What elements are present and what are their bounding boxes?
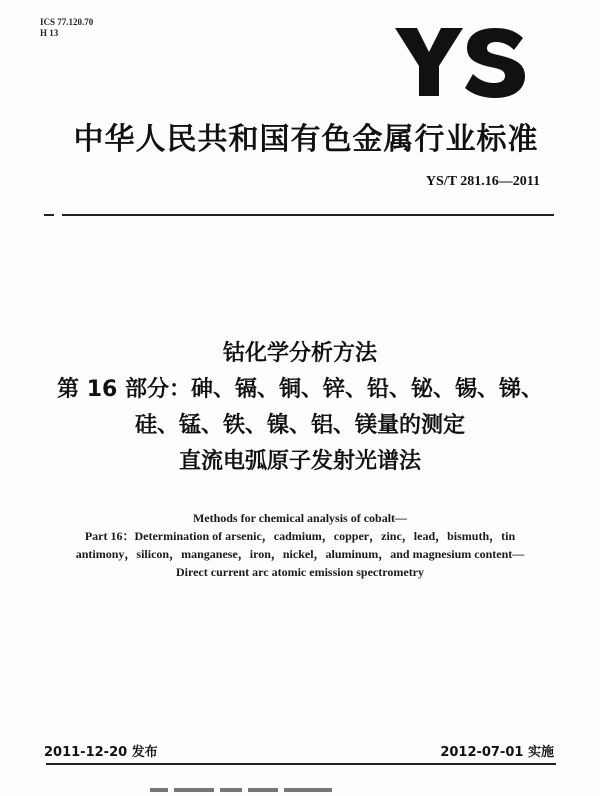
chinese-title-block (0, 336, 600, 480)
standard-category-title: 中华人民共和国有色金属行业标准 (73, 122, 539, 157)
chinese-title-line-2: 第 16 部分：砷、镉、铜、锌、铅、铋、锡、锑、 (57, 377, 543, 402)
ics-code: ICS 77.120.70 (40, 17, 94, 27)
ys-logo-letter-y (395, 28, 463, 96)
ys-logo (395, 28, 525, 98)
english-title-line-3: antimony，silicon，manganese，iron，nickel，aluminum，and magnesium content— (75, 547, 525, 561)
ys-logo-letter-s (465, 28, 525, 98)
standard-number: YS/T 281.16—2011 (425, 174, 540, 189)
chinese-title-line-1: 钴化学分析方法 (222, 341, 377, 366)
cropped-issuer-text (150, 788, 390, 794)
rule-mark (44, 214, 54, 216)
chinese-title-line-4: 直流电弧原子发射光谱法 (178, 449, 421, 474)
english-title-line-1: Methods for chemical analysis of cobalt— (192, 511, 408, 525)
chinese-title-line-3: 硅、锰、铁、镍、铝、镁量的测定 (134, 413, 465, 438)
classification-codes (40, 17, 93, 39)
english-title-line-4: Direct current arc atomic emission spectrometry (175, 565, 425, 579)
english-title-line-2: Part 16：Determination of arsenic，cadmium，copper，zinc，lead，bismuth，tin (84, 529, 516, 543)
bottom-divider (46, 763, 556, 765)
issue-date: 2011-12-20 发布 (44, 745, 158, 760)
top-divider (62, 214, 554, 216)
effective-date: 2012-07-01 实施 (440, 745, 554, 760)
category-code: H 13 (40, 28, 59, 38)
english-title-block (0, 509, 600, 581)
